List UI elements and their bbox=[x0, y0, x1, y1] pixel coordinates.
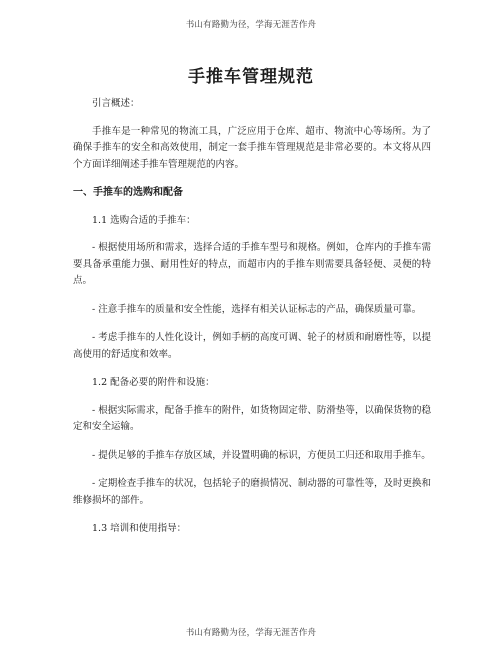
intro-paragraph: 手推车是一种常见的物流工具，广泛应用于仓库、超市、物流中心等场所。为了确保手推车的安全和高效使用，制定一套手推车管理规范是非常必要的。本文将从四个方面详细阐述手推车管理规范的内容。 bbox=[73, 125, 431, 170]
paragraph-1-2-a: - 根据实际需求，配备手推车的附件，如货物固定带、防滑垫等，以确保货物的稳定和安全运输。 bbox=[73, 404, 431, 432]
paragraph-1-2-c: - 定期检查手推车的状况，包括轮子的磨损情况、制动器的可靠性等，及时更换和维修损坏的部件。 bbox=[73, 478, 431, 506]
document-title: 手推车管理规范 bbox=[188, 67, 314, 87]
paragraph-1-1-c: - 考虑手推车的人性化设计，例如手柄的高度可调、轮子的材质和耐磨性等，以提高使用的舒适度和效率。 bbox=[73, 332, 431, 360]
section-1-heading: 一、手推车的选购和配备 bbox=[73, 187, 183, 198]
subsection-1-1-heading: 1.1 选购合适的手推车： bbox=[92, 214, 196, 226]
paragraph-1-1-b: - 注意手推车的质量和安全性能，选择有相关认证标志的产品，确保质量可靠。 bbox=[92, 303, 422, 315]
page-header: 书山有路勤为径，学海无涯苦作舟 bbox=[185, 20, 317, 30]
document-body bbox=[73, 96, 431, 549]
paragraph-1-2-b: - 提供足够的手推车存放区域，并设置明确的标识，方便员工归还和取用手推车。 bbox=[92, 449, 431, 461]
subsection-1-2-heading: 1.2 配备必要的附件和设施： bbox=[92, 377, 215, 388]
subsection-1-3-heading: 1.3 培训和使用指导： bbox=[92, 523, 187, 534]
page-footer: 书山有路勤为径，学海无涯苦作舟 bbox=[185, 628, 317, 638]
paragraph-1-1-a: - 根据使用场所和需求，选择合适的手推车型号和规格。例如，仓库内的手推车需要具备承重能力强、耐用性好的特点，而超市内的手推车则需要具备轻便、灵便的特点。 bbox=[73, 242, 431, 286]
intro-label: 引言概述： bbox=[92, 98, 140, 109]
